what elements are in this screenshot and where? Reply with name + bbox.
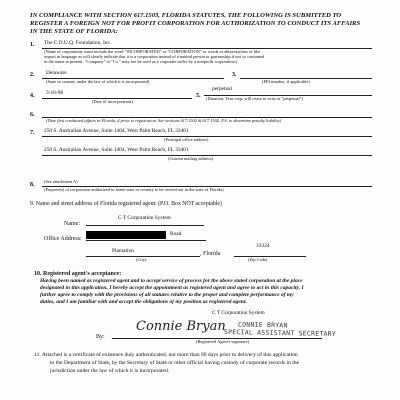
- date-of-incorporation-value: 3-16-98: [46, 90, 64, 96]
- item-6-number: 6.: [30, 112, 35, 118]
- item-9-text: 9. Name and street address of Florida registered agent: (P.O. Box NOT acceptable): [30, 201, 222, 207]
- agent-zip-value: 33324: [256, 243, 270, 249]
- item-3-number: 3.: [232, 72, 237, 78]
- mailing-address-value: 250 S. Australian Avenue, Suite 1404, West Palm Beach, FL 33401: [44, 147, 189, 153]
- name-stamp: CONNIE BRYAN: [237, 320, 288, 330]
- duration-caption: (Duration: Year corp. will cease to exist or "perpetual"): [206, 96, 303, 101]
- mailing-address-caption: (Current mailing address): [168, 156, 214, 161]
- agent-acceptance-line-1: Having been named as registered agent and to accept service of process for the above stated corporation at the place: [40, 278, 303, 284]
- form-header-line-2: REGISTER A FOREIGN NOT FOR PROFIT CORPORATION FOR AUTHORIZATION TO CONDUCT ITS AFFAIRS: [30, 20, 361, 27]
- item-7-number: 7.: [30, 130, 35, 136]
- date-of-incorporation-caption: (Date of incorporation): [92, 99, 133, 104]
- signature-caption: (Registered Agent's signature): [196, 339, 249, 344]
- agent-acceptance-line-3: further agree to comply with the provisions of all statutes relative to the proper and complete performance of my: [40, 292, 294, 298]
- signature-by-label: By:: [96, 334, 105, 340]
- form-header-line-1: IN COMPLIANCE WITH SECTION 617.1503, FLORIDA STATUTES, THE FOLLOWING IS SUBMITTED TO: [30, 12, 342, 19]
- handwritten-signature: Connie Bryan: [136, 319, 226, 334]
- state-of-incorporation-caption: (State or country under the law of which it is incorporated): [46, 79, 150, 84]
- signatory-company: C T Corporation System: [212, 310, 265, 316]
- agent-zip-caption: (Zip Code): [248, 257, 268, 262]
- principal-office-caption: (Principal office address): [164, 137, 209, 142]
- agent-name-value: C T Corporation System: [118, 215, 171, 221]
- fei-number-caption: (FEI number, if applicable): [262, 79, 310, 84]
- item-11-line-2: to the Department of State, by the Secretary of State or other official having custody of corporate records in the: [50, 360, 300, 366]
- item-4-number: 4.: [30, 93, 35, 99]
- corporation-name-note-1: (Name of corporation: must include the word "INCORPORATED" or "CORPORATION" or words or abbreviations of like: [44, 49, 261, 54]
- item-11-line-3: jurisdiction under the law of which it is incorporated.: [50, 368, 170, 374]
- title-stamp: SPECIAL ASSISTANT SECRETARY: [223, 328, 337, 338]
- item-1-number: 1.: [30, 42, 35, 48]
- agent-acceptance-line-2: designated in this application, I hereby accept the appointment as registered agent and agree to act in this capacity. I: [40, 285, 304, 291]
- item-2-number: 2.: [30, 72, 35, 78]
- office-address-label: Office Address:: [44, 236, 82, 242]
- redacted-street-address: [86, 231, 166, 239]
- first-conducted-affairs-caption: (Date first conducted affairs in Florida, if prior to registration. See sections 617.1502 & 617.1502, F.S. to determine penalty liability): [46, 118, 282, 123]
- office-address-street-suffix: Road: [170, 231, 182, 237]
- corporation-name-note-3: in the name at present. "Company" or "Co." may not be used as a corporate suffix by a nonprofit corporation.): [44, 59, 238, 64]
- office-address-line: [86, 240, 206, 241]
- agent-city-caption: (City): [136, 257, 147, 262]
- agent-name-label: Name:: [64, 221, 80, 227]
- item-5-number: 5.: [196, 93, 201, 99]
- corporation-name-value: The C.O.U.Q. Foundation, Inc.: [44, 40, 112, 46]
- item-11-line-1: 11. Attached is a certificate of existence duly authenticated, not more than 90 days prior to delivery of this application: [34, 352, 298, 358]
- agent-state-label: , Florida: [200, 251, 221, 257]
- item-8-number: 8.: [30, 182, 35, 188]
- agent-name-line: [86, 225, 204, 226]
- purpose-caption: (Purpose(s) of corporation authorized in home state or country to be carried out in the state of Florida): [44, 187, 224, 192]
- form-header-line-3: IN THE STATE OF FLORIDA:: [30, 28, 118, 35]
- principal-office-value: 250 S. Australian Avenue, Suite 1404, West Palm Beach, FL 33401: [44, 128, 189, 134]
- agent-zip-line: [234, 256, 306, 257]
- agent-acceptance-line-4: duties, and I am familiar with and accept the obligations of my position as registered agent.: [40, 299, 247, 305]
- duration-value: perpetual: [212, 86, 233, 92]
- corporation-name-note-2: import in language as will clearly indicate that it is a corporation instead of a natural person or partnership if not so contained: [44, 54, 265, 59]
- agent-city-value: Plantation: [112, 248, 134, 254]
- purpose-value: (See attachment A): [44, 179, 78, 184]
- agent-acceptance-heading: 10. Registered agent's acceptance:: [34, 271, 122, 277]
- state-of-incorporation-value: Delaware: [46, 70, 67, 76]
